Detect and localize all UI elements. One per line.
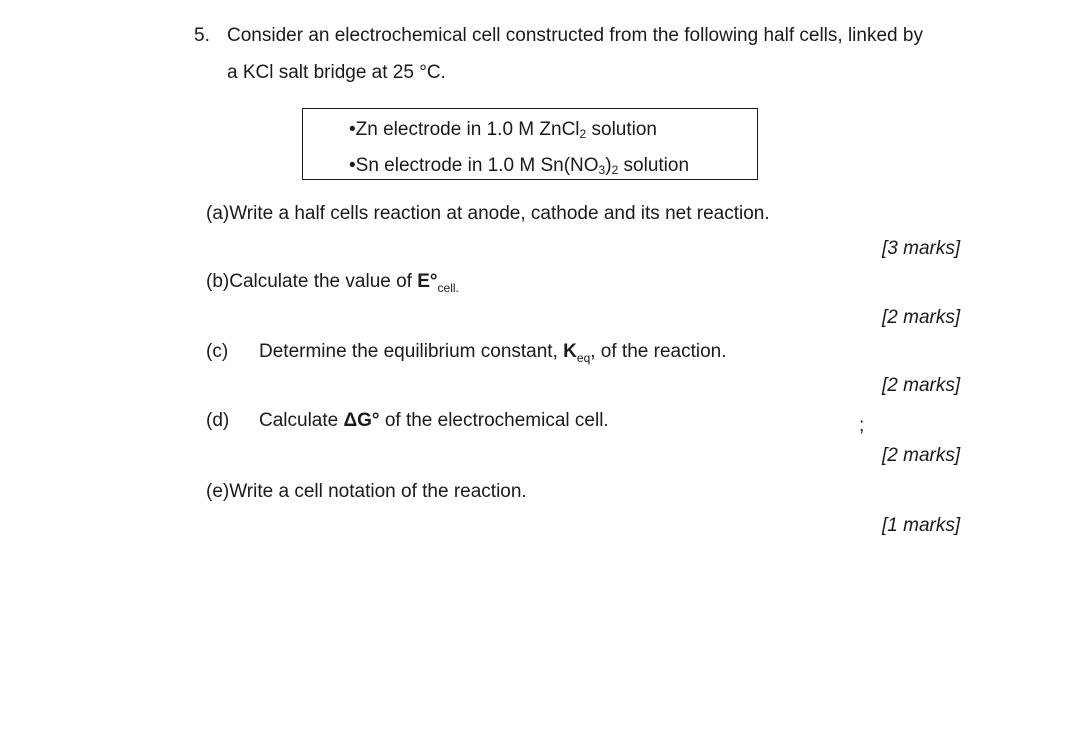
part-e-marks: [1 marks] [882, 515, 961, 536]
part-a-marks: [3 marks] [882, 238, 961, 259]
half-cell-zn [349, 118, 657, 146]
question-number: 5. [194, 25, 210, 46]
subscript: 2 [579, 127, 587, 141]
delta-g-symbol: ΔG° [343, 410, 380, 431]
part-c-suffix: , of the reaction. [590, 341, 727, 362]
part-c-text [259, 340, 727, 370]
half-cell-sn [349, 154, 689, 182]
subscript: 2 [611, 163, 619, 177]
keq-symbol: K [563, 341, 577, 362]
part-b-prefix: (b)Calculate the value of [206, 271, 418, 292]
question-intro-line2: a KCl salt bridge at 25 °C. [227, 62, 446, 83]
part-d-suffix: of the electrochemical cell. [379, 410, 609, 431]
stray-mark: ; [859, 415, 865, 436]
part-a-text: (a)Write a half cells reaction at anode, cathode and its net reaction. [206, 203, 770, 224]
part-c-marks: [2 marks] [882, 375, 961, 396]
part-d-prefix: Calculate [259, 410, 344, 431]
part-d-label: (d) [206, 410, 230, 431]
part-d-text [259, 409, 609, 433]
part-e-text: (e)Write a cell notation of the reaction. [206, 481, 527, 502]
bullet: • [349, 119, 356, 140]
part-d-marks: [2 marks] [882, 445, 961, 466]
half-cell-zn-text: Zn electrode in 1.0 M ZnCl [355, 119, 580, 140]
e-cell-subscript: cell. [437, 281, 459, 295]
question-intro-line1: Consider an electrochemical cell constructed from the following half cells, linked by [227, 25, 923, 46]
half-cell-sn-mid: ) [605, 155, 612, 176]
half-cell-sn-suffix: solution [618, 155, 690, 176]
bullet: • [349, 155, 356, 176]
part-c-label: (c) [206, 341, 229, 362]
part-c-prefix: Determine the equilibrium constant, [259, 341, 564, 362]
part-b-marks: [2 marks] [882, 307, 961, 328]
keq-subscript: eq [576, 351, 591, 365]
part-b-text [206, 270, 459, 300]
half-cell-sn-text: Sn electrode in 1.0 M Sn(NO [355, 155, 599, 176]
subscript: 3 [598, 163, 606, 177]
e-cell-symbol: E° [417, 271, 438, 292]
half-cell-zn-suffix: solution [586, 119, 657, 140]
